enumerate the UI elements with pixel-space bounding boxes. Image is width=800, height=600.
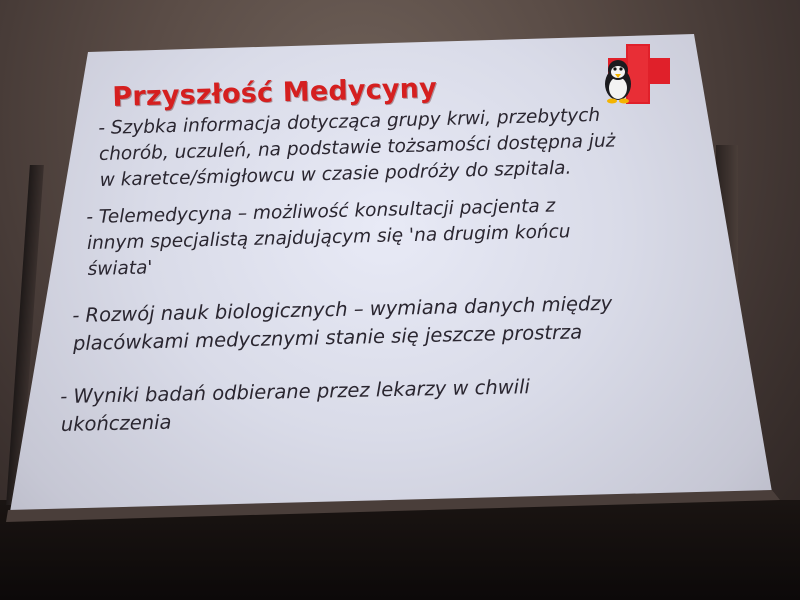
bullet-line: innym specjalistą znajdującym się 'na drugim końcu [86, 221, 571, 254]
bullet-line: - Rozwój nauk biologicznych – wymiana danych między [72, 291, 613, 327]
bullet-line: - Telemedycyna – możliwość konsultacji pacjenta z [86, 195, 556, 228]
bullet-results [60, 373, 531, 439]
bullet-line: placówkami medycznymi stanie się jeszcze prostrza [72, 320, 583, 355]
bullet-line: w karetce/śmigłowcu w czasie podróży do szpitala. [99, 157, 572, 191]
bullet-line: - Szybka informacja dotycząca grupy krwi, przebytych [98, 104, 601, 139]
bullet-line: ukończenia [60, 410, 172, 436]
bullet-biology [72, 290, 613, 358]
bullet-line: - Wyniki badań odbierane przez lekarzy w chwili [60, 375, 531, 408]
bullet-line: świata' [87, 257, 153, 280]
slide-title: Przyszłość Medycyny [112, 72, 438, 113]
bullet-line: chorób, uczuleń, na podstawie tożsamości dostępna już [98, 130, 616, 165]
bullet-telemedicine [86, 193, 571, 283]
bullet-blood-info [98, 102, 616, 193]
logo-group [594, 40, 684, 104]
